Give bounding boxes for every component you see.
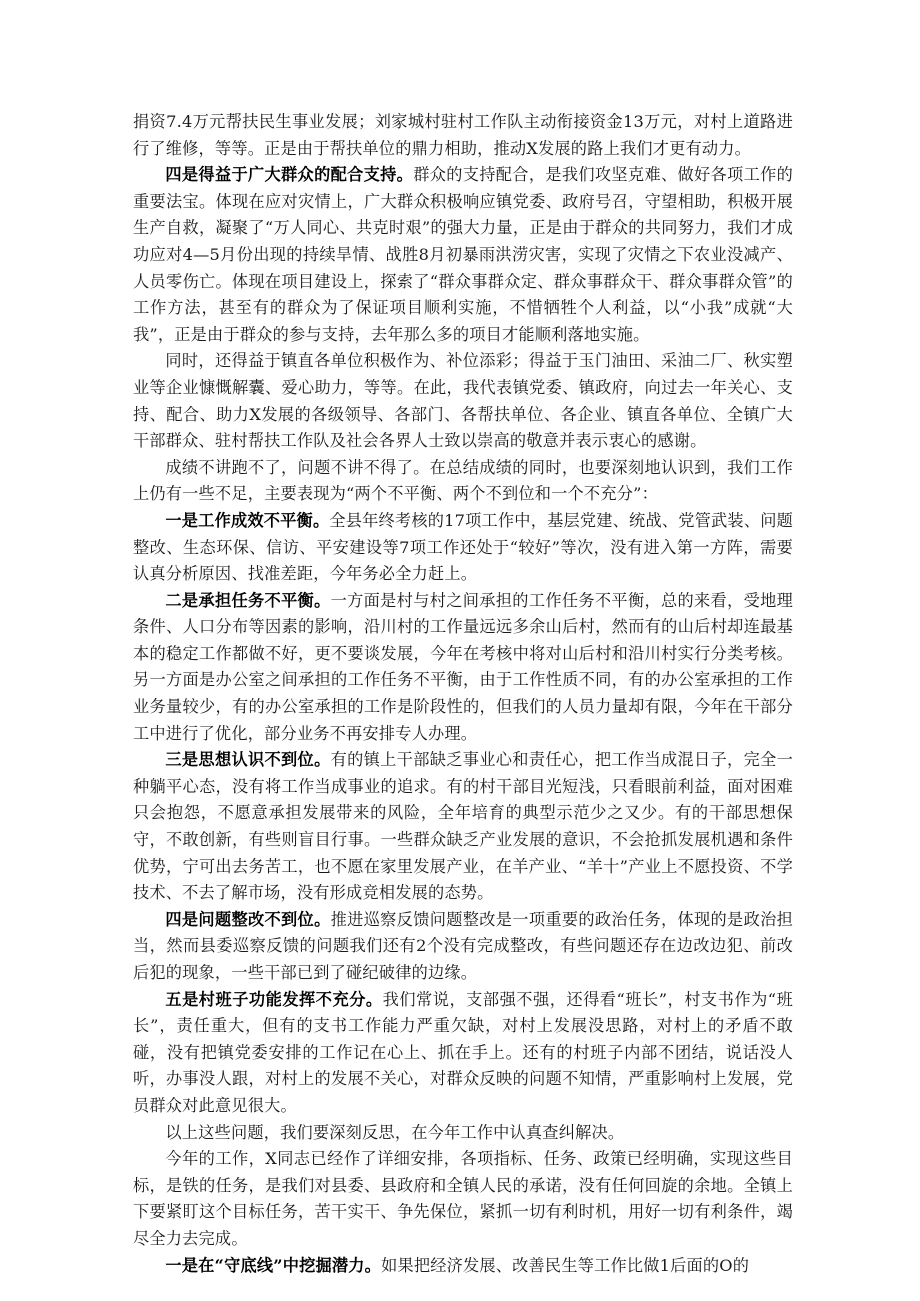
paragraph-lead: 一是在“守底线”中挖掘潜力。 (165, 1255, 382, 1275)
paragraph-5 (133, 508, 793, 588)
paragraph-lead: 一是工作成效不平衡。 (165, 510, 330, 530)
paragraph-text: 今年的工作，X同志已经作了详细安排，各项指标、任务、政策已经明确，实现这些目标，是铁的任务，是我们对县委、县政府和全镇人民的承诺，没有任何回旋的余地。全镇上下要紧盯这个目标任务，苦干实干、争先保位，紧抓一切有利时机，用好一切有利条件，竭尽全力去完成。 (133, 1149, 793, 1248)
paragraph-lead: 五是村班子功能发挥不充分。 (165, 989, 383, 1009)
document-page (133, 109, 793, 1279)
paragraph-text: 捐资7.4万元帮扶民生事业发展；刘家城村驻村工作队主动衔接资金13万元，对村上道路进行了维修，等等。正是由于帮扶单位的鼎力相助，推动X发展的路上我们才更有动力。 (133, 112, 793, 158)
paragraph-10 (133, 1120, 793, 1147)
paragraph-lead: 四是得益于广大群众的配合支持。 (165, 165, 414, 185)
paragraph-text: 一方面是村与村之间承担的工作任务不平衡，总的来看，受地理条件、人口分布等因素的影响，沿川村的工作量远远多余山后村，然而有的山后村却连最基本的稳定工作都做不好，更不要谈发展，今年在考核中将对山后村和沿川村实行分类考核。另一方面是办公室之间承担的工作任务不平衡，由于工作性质不同，有的办公室承担的工作业务量较少，有的办公室承担的工作是阶段性的，但我们的人员力量却有限，今年在干部分工中进行了优化，部分业务不再安排专人办理。 (133, 590, 793, 743)
paragraph-3 (133, 348, 793, 454)
paragraph-9 (133, 987, 793, 1120)
paragraph-8 (133, 907, 793, 987)
paragraph-text: 以上这些问题，我们要深刻反思，在今年工作中认真查纠解决。 (165, 1122, 625, 1142)
paragraph-text: 群众的支持配合，是我们攻坚克难、做好各项工作的重要法宝。体现在应对灾情上，广大群众积极响应镇党委、政府号召，守望相助，积极开展生产自救，凝聚了“万人同心、共克时艰”的强大力量，正是由于群众的共同努力，我们才成功应对4—5月份出现的持续旱情、战胜8月初暴雨洪涝灾害，实现了灾情之下农业没减产、人员零伤亡。体现在项目建设上，探索了“群众事群众定、群众事群众干、群众事群众管”的工作方法，甚至有的群众为了保证项目顺利实施，不惜牺牲个人利益，以“小我”成就“大我”，正是由于群众的参与支持，去年那么多的项目才能顺利落地实施。 (133, 165, 793, 344)
paragraph-4 (133, 455, 793, 508)
paragraph-text: 全县年终考核的17项工作中，基层党建、统战、党管武装、问题整改、生态环保、信访、平安建设等7项工作还处于“较好”等次，没有进入第一方阵，需要认真分析原因、找准差距，今年务必全力赶上。 (133, 510, 793, 584)
paragraph-text: 如果把经济发展、改善民生等工作比做1后面的O的 (381, 1255, 750, 1275)
paragraph-11 (133, 1146, 793, 1252)
paragraph-lead: 二是承担任务不平衡。 (165, 590, 331, 610)
paragraph-7 (133, 747, 793, 907)
paragraph-12 (133, 1253, 793, 1280)
paragraph-6 (133, 588, 793, 748)
paragraph-text: 我们常说，支部强不强，还得看“班长”，村支书作为“班长”，责任重大，但有的支书工作能力严重欠缺，对村上发展没思路，对村上的矛盾不敢碰，没有把镇党委安排的工作记在心上、抓在手上。还有的村班子内部不团结，说话没人听，办事没人跟，对村上的发展不关心，对群众反映的问题不知情，严重影响村上发展，党员群众对此意见很大。 (133, 989, 793, 1115)
paragraph-lead: 三是思想认识不到位。 (165, 750, 331, 770)
paragraph-2 (133, 162, 793, 348)
paragraph-text: 成绩不讲跑不了，问题不讲不得了。在总结成绩的同时，也要深刻地认识到，我们工作上仍有一些不足，主要表现为“两个不平衡、两个不到位和一个不充分”： (133, 457, 793, 504)
paragraph-1 (133, 109, 793, 162)
paragraph-text: 有的镇上干部缺乏事业心和责任心，把工作当成混日子，完全一种躺平心态，没有将工作当成事业的追求。有的村干部目光短浅，只看眼前利益，面对困难只会抱怨，不愿意承担发展带来的风险，全年培育的典型示范少之又少。有的干部思想保守，不敢创新，有些则盲目行事。一些群众缺乏产业发展的意识，不会抢抓发展机遇和条件优势，宁可出去务苦工，也不愿在家里发展产业，在羊产业、“羊十”产业上不愿投资、不学技术、不去了解市场，没有形成竞相发展的态势。 (133, 750, 793, 903)
paragraph-lead: 四是问题整改不到位。 (165, 909, 331, 929)
paragraph-text: 推进巡察反馈问题整改是一项重要的政治任务，体现的是政治担当，然而县委巡察反馈的问题我们还有2个没有完成整改，有些问题还存在边改边犯、前改后犯的现象，一些干部已到了碰纪破律的边缘。 (133, 909, 793, 982)
paragraph-text: 同时，还得益于镇直各单位积极作为、补位添彩；得益于玉门油田、采油二厂、秋实塑业等企业慷慨解囊、爱心助力，等等。在此，我代表镇党委、镇政府，向过去一年关心、支持、配合、助力X发展的各级领导、各部门、各帮扶单位、各企业、镇直各单位、全镇广大干部群众、驻村帮扶工作队及社会各界人士致以崇高的敬意并表示衷心的感谢。 (133, 351, 793, 451)
